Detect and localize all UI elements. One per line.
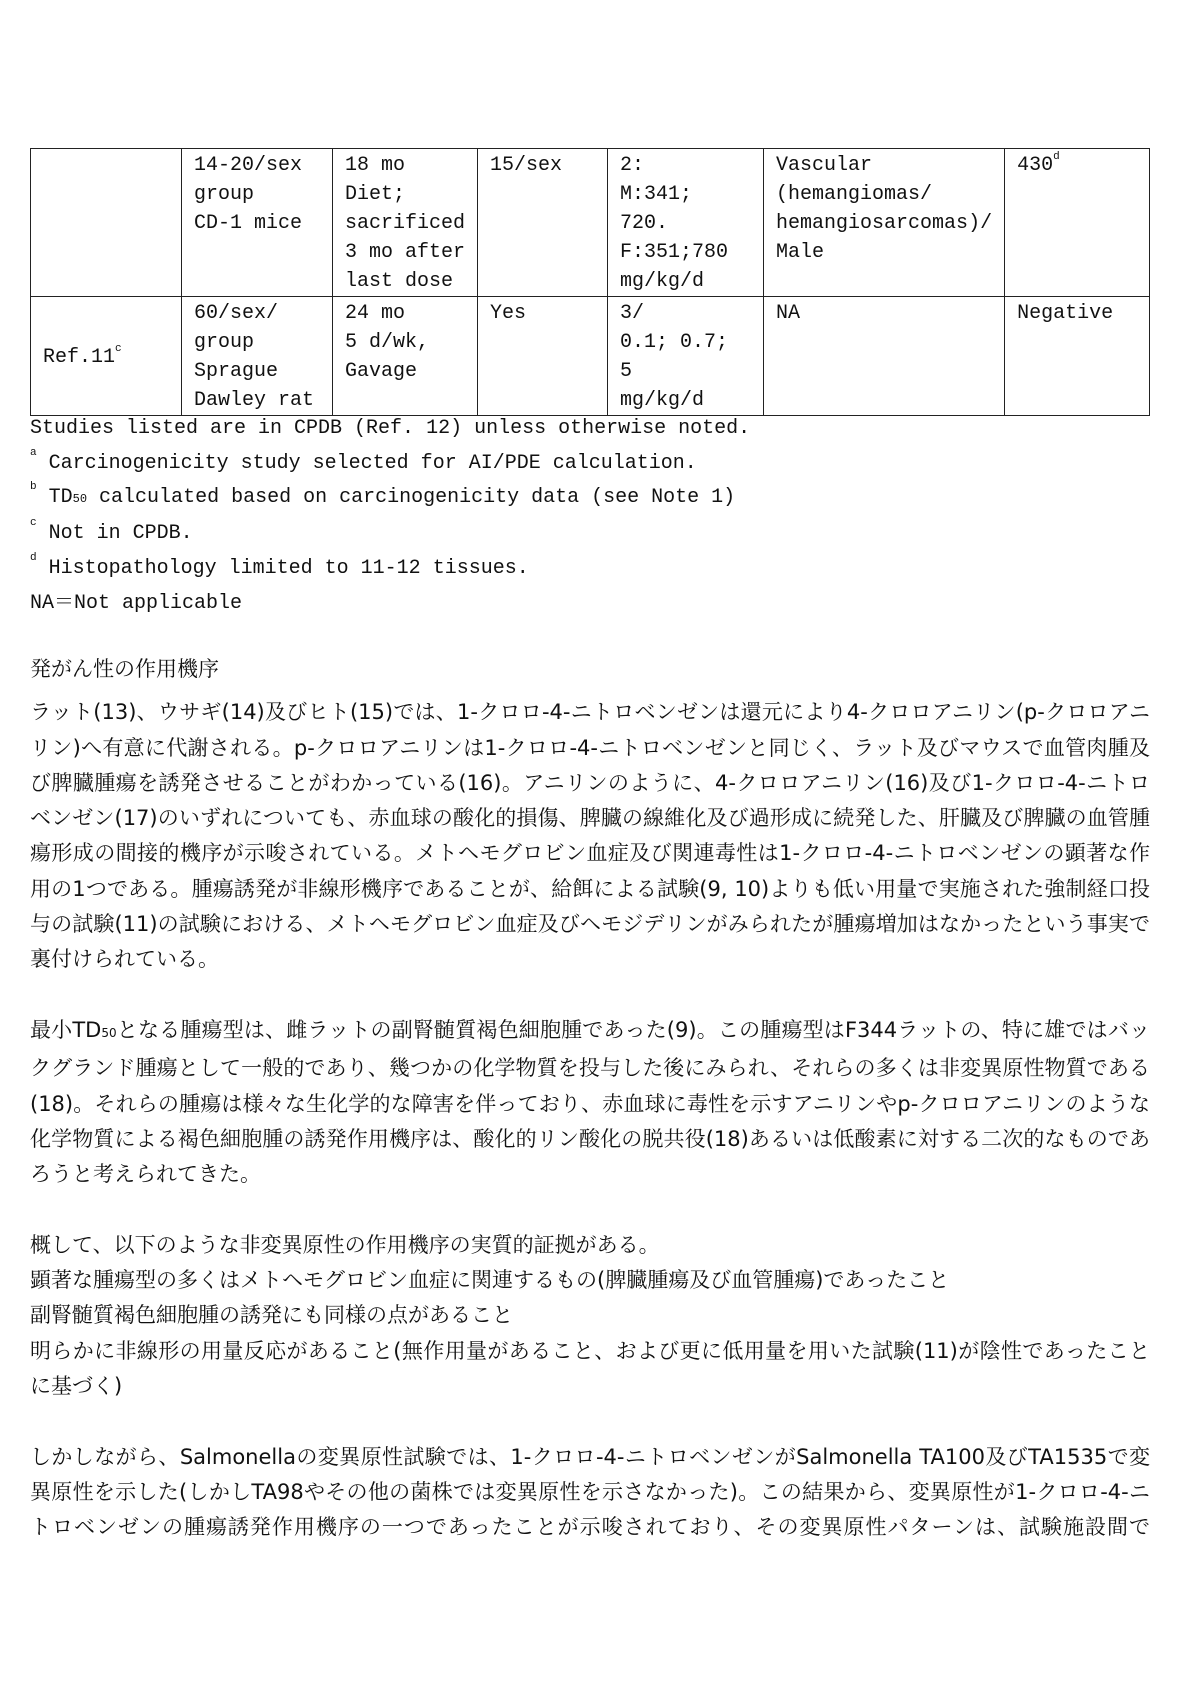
footnote-b bbox=[30, 481, 750, 517]
cell-doses bbox=[608, 297, 764, 416]
cell-line: 14-20/sex bbox=[194, 154, 303, 177]
cell-controls bbox=[478, 149, 608, 297]
ref-text: Ref.11 bbox=[43, 345, 116, 369]
section-heading: 発がん性の作用機序 bbox=[30, 657, 219, 681]
cell-line: Vascular bbox=[776, 154, 873, 177]
paragraph-3-line: 明らかに非線形の用量反応があること(無作用量があること、および更に低用量を用いた試験(11)が陰性であったことに基づく) bbox=[30, 1338, 1150, 1398]
cell-line: hemangiosarcomas)/ bbox=[776, 212, 993, 235]
td50-value: Negative bbox=[1017, 302, 1114, 325]
cell-site bbox=[764, 149, 1005, 297]
footnote-text: calculated based on carcinogenicity data (see Note 1) bbox=[87, 486, 736, 510]
cell-line: Diet; bbox=[345, 183, 406, 206]
paragraph-1: ラット(13)、ウサギ(14)及びヒト(15)では、1-クロロ-4-ニトロベンゼンは還元により4-クロロアニリン(p-クロロアニリン)へ有意に代謝される。p-クロロアニリンは1-クロロ-4-ニトロベンゼンと同じく、ラット及びマウスで血管肉腫及び脾臓腫瘍を誘発させることがわかっている(16)。アニリンのように、4-クロロアニリン(16)及び1-クロロ-4-ニトロベンゼン(17)のいずれについても、赤血球の酸化的損傷、脾臓の線維化及び過形成に続発した、肝臓及び脾臓の血管腫瘍形成の間接的機序が示唆されている。メトヘモグロビン血症及び関連毒性は1-クロロ-4-ニトロベンゼンの顕著な作用の1つである。腫瘍誘発が非線形機序であることが、給餌による試験(9, 10)よりも低い用量で実施された強制経口投与の試験(11)の試験における、メトヘモグロビン血症及びヘモジデリンがみられたが腫瘍増加はなかったという事実で裏付けられている。 bbox=[30, 700, 1150, 972]
table-footnotes bbox=[30, 412, 750, 621]
cell-line: Yes bbox=[490, 302, 527, 325]
footnote-mark: b bbox=[30, 481, 37, 494]
cell-duration bbox=[333, 149, 478, 297]
footnote-text: TD bbox=[48, 486, 73, 510]
cell-line: 24 mo bbox=[345, 302, 406, 325]
cell-line: 0.1; 0.7; 5 bbox=[620, 331, 729, 383]
footnote-d bbox=[30, 552, 750, 587]
footnote-mark: d bbox=[1053, 151, 1060, 163]
cell-line: F:351;780 bbox=[620, 241, 729, 264]
footnote-na: NA＝Not applicable bbox=[30, 591, 243, 615]
cell-doses bbox=[608, 149, 764, 297]
cell-animals bbox=[182, 149, 333, 297]
cell-line: CD-1 mice bbox=[194, 212, 303, 235]
cell-animals bbox=[182, 297, 333, 416]
cell-line: group bbox=[194, 183, 255, 206]
footnote-text: Carcinogenicity study selected for AI/PDE calculation. bbox=[48, 451, 697, 475]
paragraph-3-line: 概して、以下のような非変異原性の作用機序の実質的証拠がある。 bbox=[30, 1232, 660, 1257]
footnote-c bbox=[30, 517, 750, 552]
cell-line: mg/kg/d bbox=[620, 270, 705, 293]
cell-line: 18 mo bbox=[345, 154, 406, 177]
cell-site bbox=[764, 297, 1005, 416]
paragraph-4: しかしながら、Salmonellaの変異原性試験では、1-クロロ-4-ニトロベンゼンがSalmonella TA100及びTA1535で変異原性を示した(しかしTA98やその他の菌株では変異原性を示さなかった)。この結果から、変異原性が1-クロロ-4-ニトロベンゼンの腫瘍誘発作用機序の一つであったことが示唆されており、その変異原性パターンは、試験施設間で bbox=[30, 1444, 1150, 1540]
table-row bbox=[31, 149, 1150, 297]
cell-line: 2: bbox=[620, 154, 645, 177]
carcinogenicity-table bbox=[30, 148, 1150, 416]
paragraph-2 bbox=[30, 1013, 1150, 1192]
footnote-mark: c bbox=[115, 342, 122, 355]
cell-ref bbox=[31, 149, 182, 297]
footnote-a bbox=[30, 447, 750, 482]
footnote-text: Not in CPDB. bbox=[48, 522, 193, 546]
cell-ref bbox=[31, 297, 182, 416]
cell-line: NA bbox=[776, 302, 801, 325]
subscript: 50 bbox=[101, 1025, 117, 1040]
footnote-mark: a bbox=[30, 446, 37, 459]
cell-controls bbox=[478, 297, 608, 416]
paragraph-3-line: 顕著な腫瘍型の多くはメトヘモグロビン血症に関連するもの(脾臓腫瘍及び血管腫瘍)であったこと bbox=[30, 1268, 950, 1293]
cell-td50 bbox=[1005, 297, 1150, 416]
cell-line: last dose bbox=[345, 270, 454, 293]
cell-line: mg/kg/d bbox=[620, 389, 705, 412]
cell-line: (hemangiomas/ bbox=[776, 183, 933, 206]
cell-line: Dawley rat bbox=[194, 389, 315, 412]
subscript: 50 bbox=[72, 492, 88, 507]
cell-duration bbox=[333, 297, 478, 416]
document-body bbox=[30, 652, 1150, 1545]
cell-line: sacrificed bbox=[345, 212, 466, 235]
cell-line: M:341; bbox=[620, 183, 693, 206]
cell-line: group bbox=[194, 331, 255, 354]
cell-line: Sprague bbox=[194, 360, 279, 383]
cell-line: 3 mo after bbox=[345, 241, 466, 264]
cell-line: 60/sex/ bbox=[194, 302, 279, 325]
table-row bbox=[31, 297, 1150, 416]
footnote-mark: d bbox=[30, 551, 37, 564]
td50-value: 430 bbox=[1017, 154, 1054, 177]
text: となる腫瘍型は、雌ラットの副腎髄質褐色細胞腫であった(9)。この腫瘍型はF344ラットの、特に雄ではバックグランド腫瘍として一般的であり、幾つかの化学物質を投与した後にみられ、それらの多くは非変異原性物質である(18)。それらの腫瘍は様々な生化学的な障害を伴っており、赤血球に毒性を示すアニリンやp-クロロアニリンのような化学物質による褐色細胞腫の誘発作用機序は、酸化的リン酸化の脱共役(18)あるいは低酸素に対する二次的なものであろうと考えられてきた。 bbox=[30, 1017, 1151, 1187]
footnote-intro: Studies listed are in CPDB (Ref. 12) unless otherwise noted. bbox=[30, 417, 751, 440]
cell-line: 3/ bbox=[620, 302, 645, 325]
cell-line: 15/sex bbox=[490, 154, 563, 177]
cell-line: 720. bbox=[620, 212, 669, 235]
cell-line: Gavage bbox=[345, 360, 418, 383]
cell-line: Male bbox=[776, 241, 825, 264]
footnote-mark: c bbox=[30, 517, 37, 530]
cell-line: 5 d/wk, bbox=[345, 331, 430, 354]
paragraph-3-line: 副腎髄質褐色細胞腫の誘発にも同様の点があること bbox=[30, 1303, 513, 1328]
footnote-text: Histopathology limited to 11-12 tissues. bbox=[48, 556, 529, 580]
text: 最小TD bbox=[30, 1017, 102, 1042]
cell-td50 bbox=[1005, 149, 1150, 297]
